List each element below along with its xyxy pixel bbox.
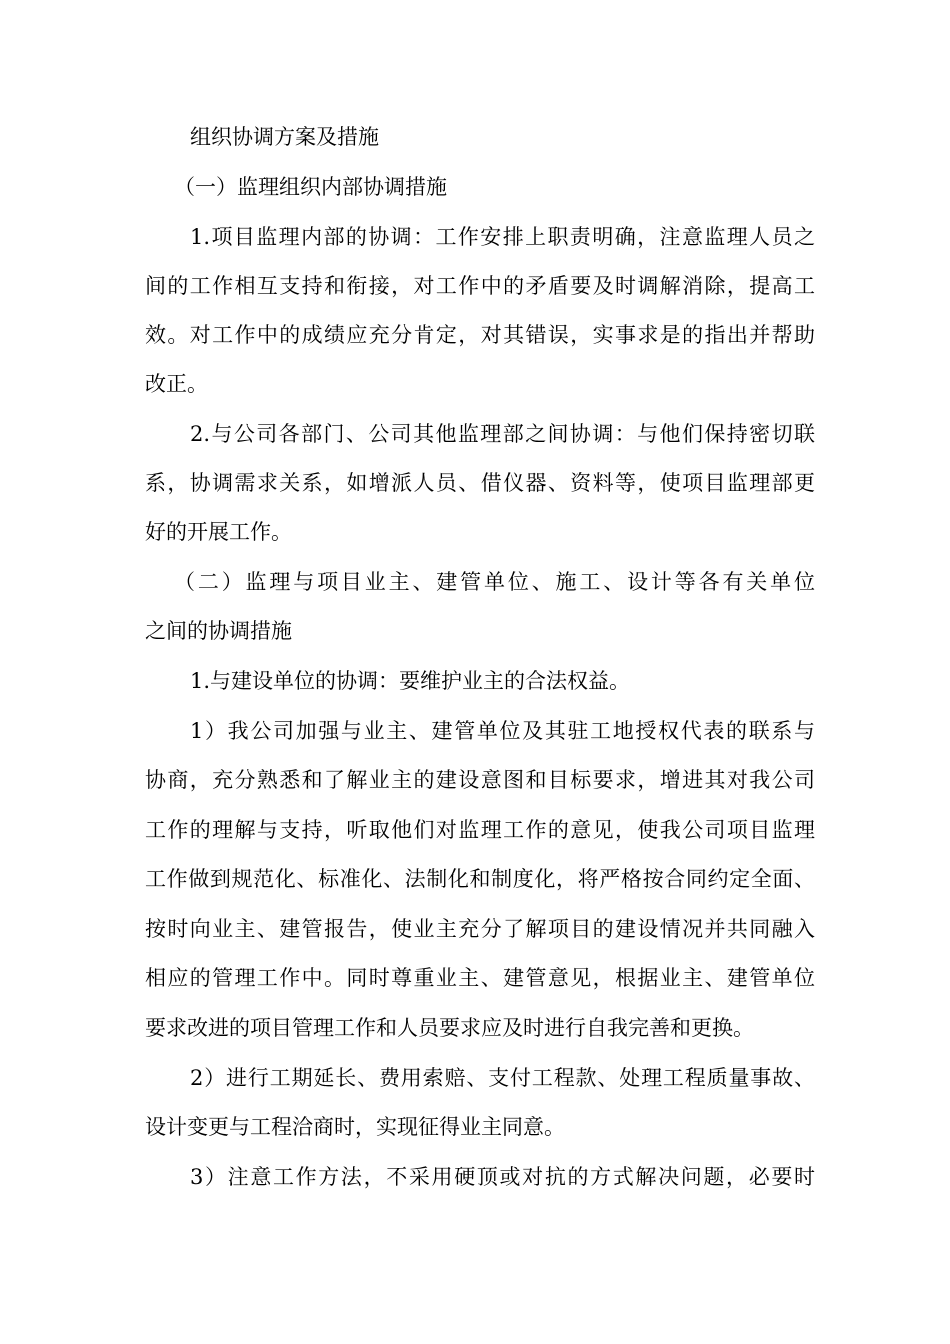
document-title: 组织协调方案及措施 — [190, 125, 379, 149]
paragraph-line: 协商，充分熟悉和了解业主的建设意图和目标要求，增进其对我公司 — [145, 768, 815, 792]
paragraph-line: 相应的管理工作中。同时尊重业主、建管意见，根据业主、建管单位 — [145, 966, 815, 990]
paragraph-line: 2.与公司各部门、公司其他监理部之间协调：与他们保持密切联 — [190, 422, 815, 446]
section-2-heading-line: 之间的协调措施 — [145, 619, 292, 643]
paragraph-line: 2）进行工期延长、费用索赔、支付工程款、处理工程质量事故、 — [190, 1066, 815, 1090]
paragraph-line: 好的开展工作。 — [145, 520, 292, 544]
paragraph-line: 工作做到规范化、标准化、法制化和制度化，将严格按合同约定全面、 — [145, 867, 815, 891]
paragraph-line: 要求改进的项目管理工作和人员要求应及时进行自我完善和更换。 — [145, 1016, 754, 1040]
section-2-heading-line: （二）监理与项目业主、建管单位、施工、设计等各有关单位 — [174, 570, 815, 594]
paragraph-line: 间的工作相互支持和衔接，对工作中的矛盾要及时调解消除，提高工 — [145, 274, 815, 298]
paragraph-line: 效。对工作中的成绩应充分肯定，对其错误，实事求是的指出并帮助 — [145, 323, 815, 347]
paragraph-line: 按时向业主、建管报告，使业主充分了解项目的建设情况并共同融入 — [145, 917, 815, 941]
paragraph-line: 改正。 — [145, 372, 208, 396]
section-1-heading: （一）监理组织内部协调措施 — [174, 175, 447, 199]
paragraph-line: 设计变更与工程洽商时，实现征得业主同意。 — [145, 1115, 565, 1139]
paragraph-line: 3）注意工作方法，不采用硬顶或对抗的方式解决问题，必要时 — [190, 1165, 815, 1189]
paragraph-line: 系，协调需求关系，如增派人员、借仪器、资料等，使项目监理部更 — [145, 471, 815, 495]
paragraph-line: 工作的理解与支持，听取他们对监理工作的意见，使我公司项目监理 — [145, 818, 815, 842]
paragraph-line: 1.项目监理内部的协调：工作安排上职责明确，注意监理人员之 — [190, 225, 815, 249]
paragraph-line: 1）我公司加强与业主、建管单位及其驻工地授权代表的联系与 — [190, 719, 815, 743]
paragraph-line: 1.与建设单位的协调：要维护业主的合法权益。 — [190, 669, 631, 693]
